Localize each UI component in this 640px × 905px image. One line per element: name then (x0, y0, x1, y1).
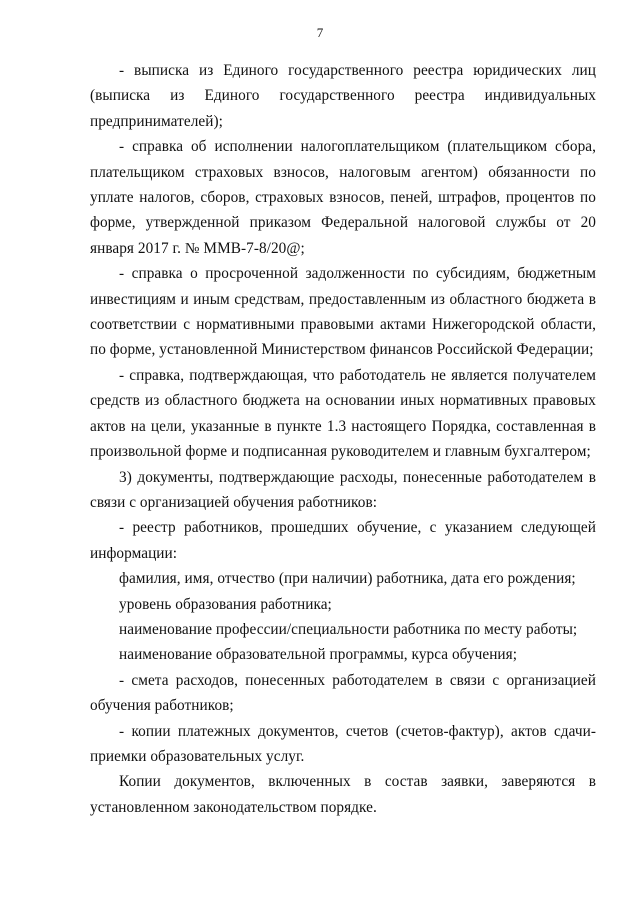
paragraph-expense-estimate: - смета расходов, понесенных работодателем в связи с организацией обучения работников; (90, 671, 596, 715)
page-number: 7 (316, 25, 324, 40)
paragraph-registry-program: наименование образовательной программы, курса обучения; (119, 646, 518, 664)
paragraph-registry-full-name: фамилия, имя, отчество (при наличии) работника, дата его рождения; (119, 570, 576, 588)
paragraph-expense-documents: 3) документы, подтверждающие расходы, понесенные работодателем в связи с организацией обучения работников: (90, 468, 596, 511)
document-body (90, 58, 596, 820)
paragraph-employee-registry: - реестр работников, прошедших обучение, с указанием следующей информации: (90, 519, 596, 562)
paragraph-copies-certification: Копии документов, включенных в состав заявки, заверяются в установленном законодательством порядке. (90, 773, 596, 816)
paragraph-non-recipient-certificate: - справка, подтверждающая, что работодатель не является получателем средств из областного бюджета на основании иных нормативных правовых актов на цели, указанные в пункте 1.3 настоящего Порядка, составленная в произвольной форме и подписанная руководителем и главным бухгалтером; (90, 366, 596, 461)
paragraph-tax-certificate: - справка об исполнении налогоплательщиком (плательщиком сбора, плательщиком страховых взносов, налоговым агентом) обязанности по уплате налогов, сборов, страховых взносов, пеней, штрафов, процентов по форме, утвержденной приказом Федеральной налоговой службы от 20 января 2017 г. № ММВ-7-8/20@; (90, 138, 596, 257)
paragraph-payment-copies: - копии платежных документов, счетов (счетов-фактур), актов сдачи-приемки образовательных услуг. (90, 722, 596, 765)
paragraph-egrul-extract: - выписка из Единого государственного реестра юридических лиц (выписка из Единого государственного реестра индивидуальных предпринимателей); (90, 62, 596, 130)
paragraph-registry-profession: наименование профессии/специальности работника по месту работы; (119, 620, 578, 638)
paragraph-registry-education-level: уровень образования работника; (119, 595, 332, 613)
paragraph-overdue-debt-certificate: - справка о просроченной задолженности по субсидиям, бюджетным инвестициям и иным средствам, предоставленным из областного бюджета в соответствии с нормативными правовыми актами Нижегородской области, по форме, установленной Министерством финансов Российской Федерации; (90, 265, 596, 359)
